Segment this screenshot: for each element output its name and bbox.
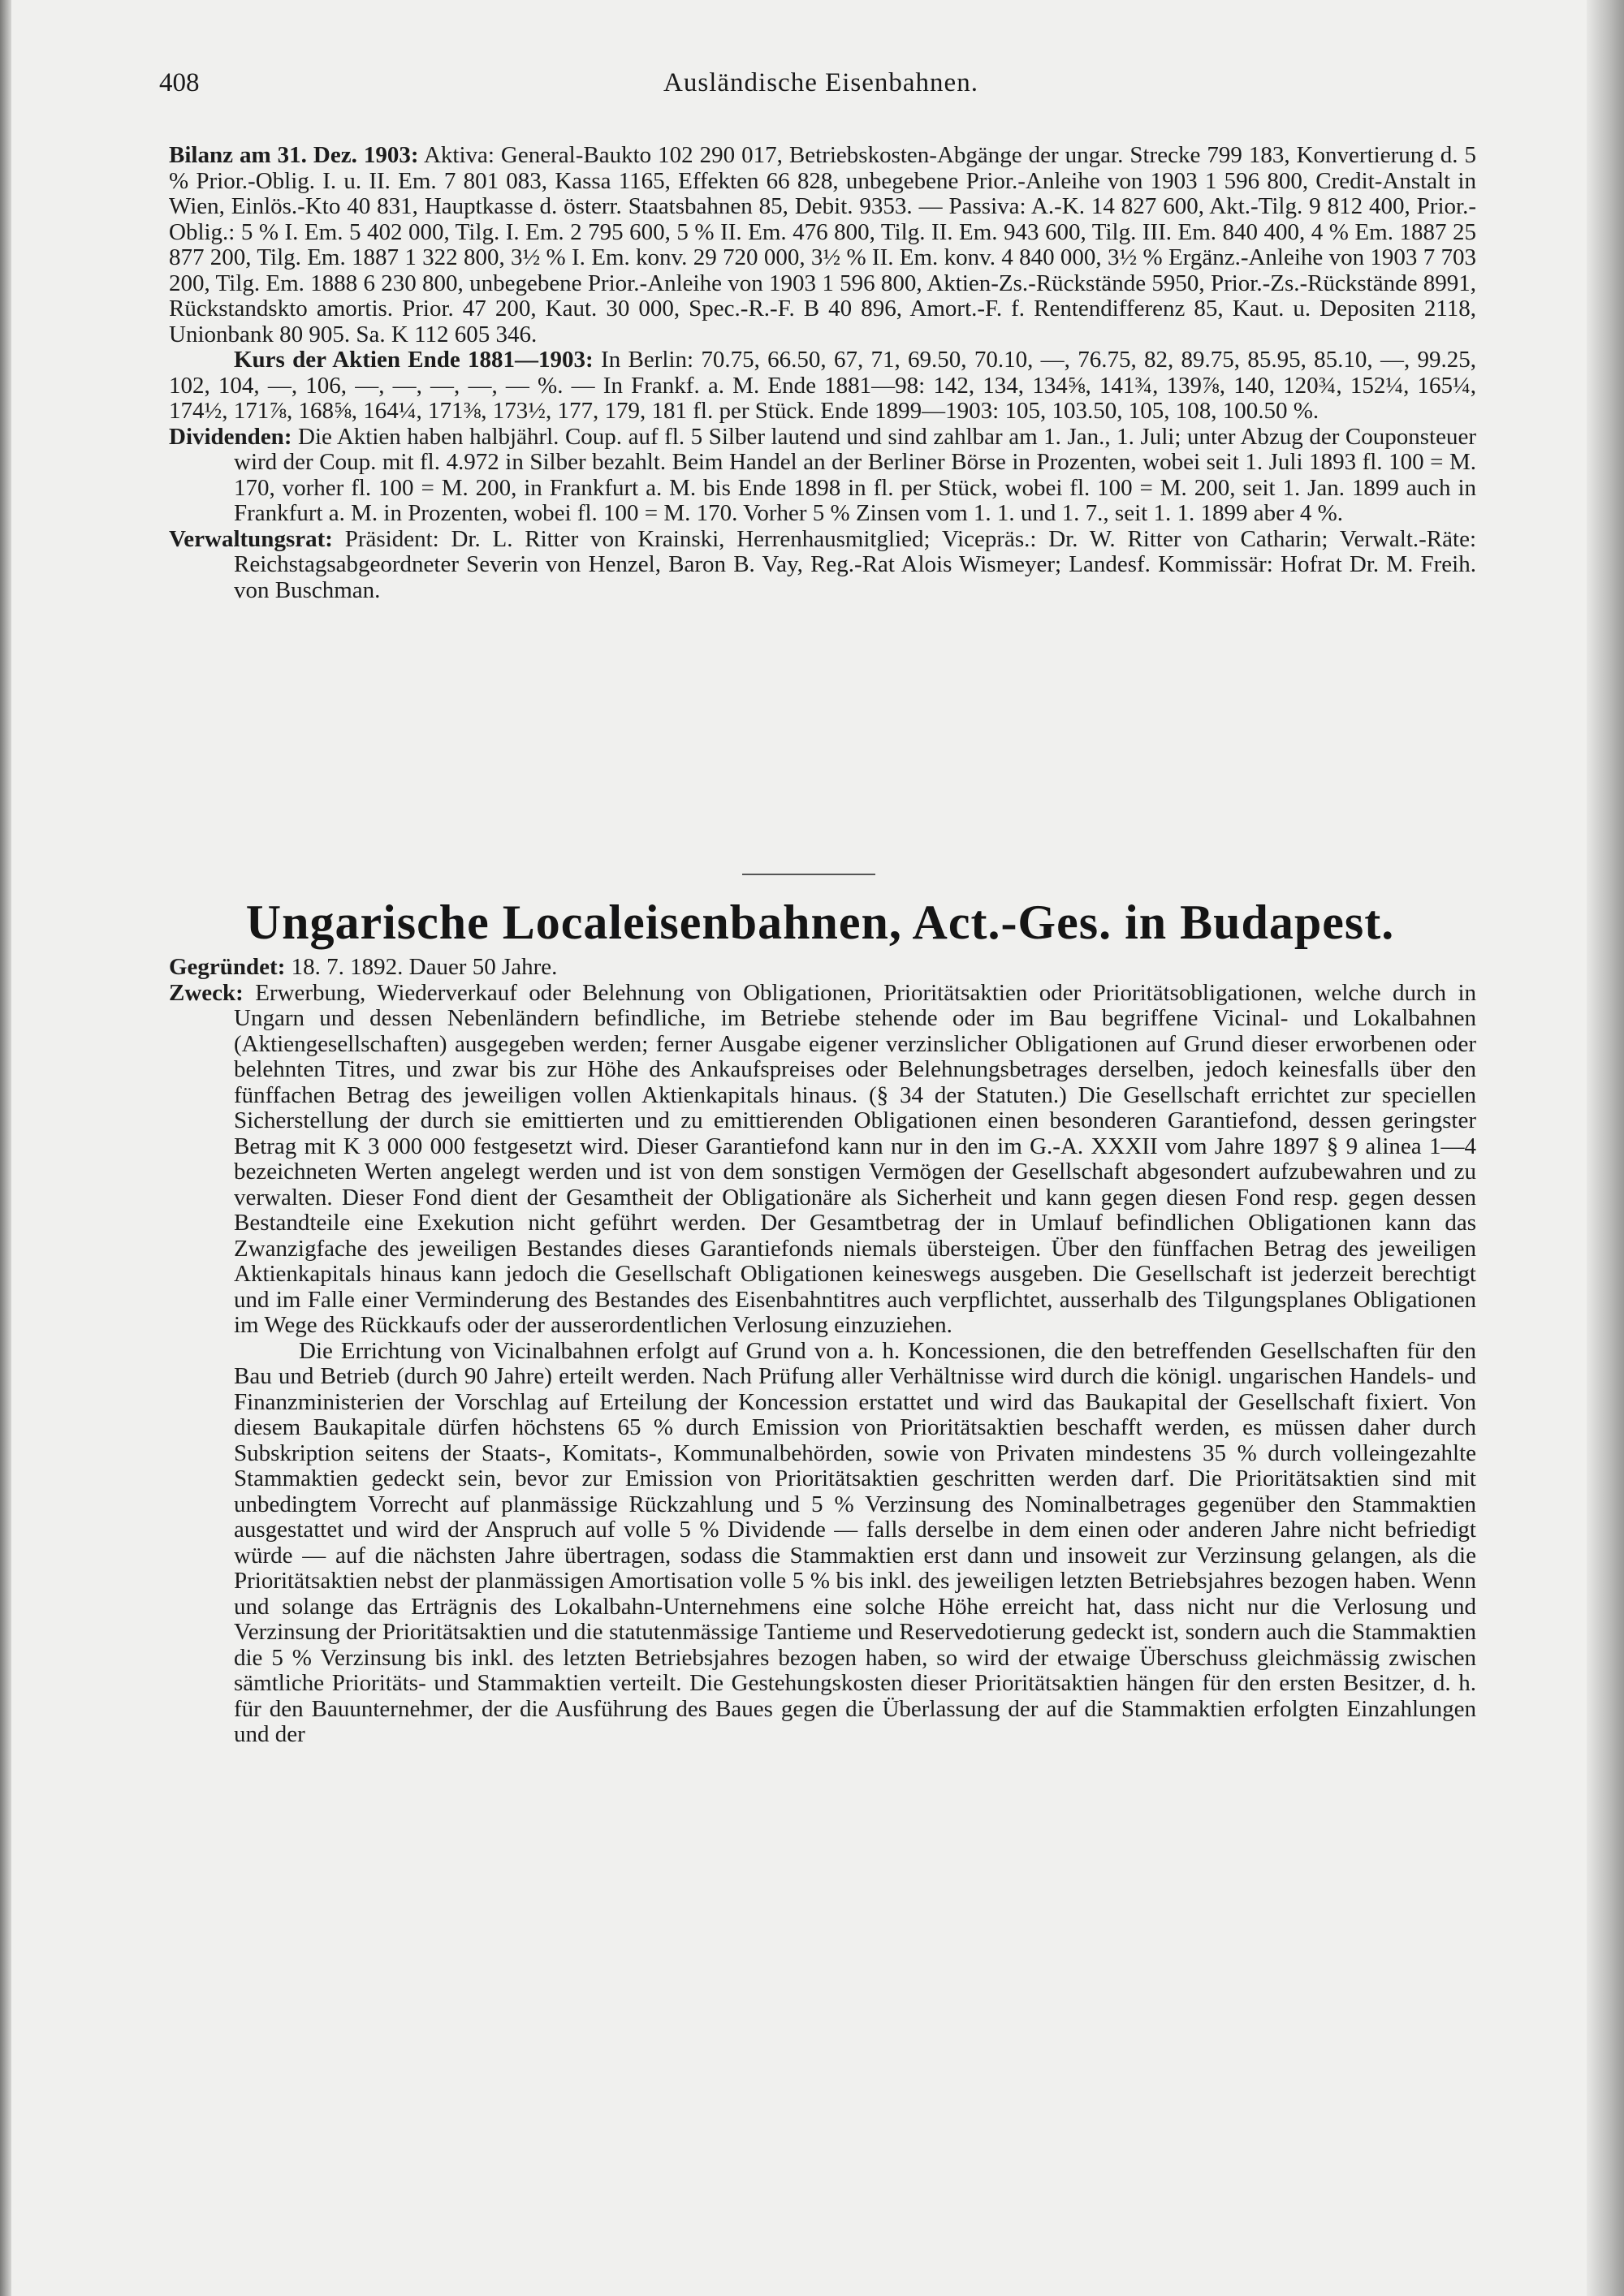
previous-company-section — [169, 143, 1476, 603]
bilanz-text: Aktiva: General-Baukto 102 290 017, Betriebskosten-Abgänge der ungar. Strecke 799 183, Konvertierung d. 5 % Prior.-Oblig. I. u. II. Em. 7 801 083, Kassa 1165, Effekten 66 828, unbegebene Prior.-Anleihe von 1903 1 596 800, Credit-Anstalt in Wien, Einlös.-Kto 40 831, Hauptkasse d. österr. Staatsbahnen 85, Debit. 9353. — Passiva: A.-K. 14 827 600, Akt.-Tilg. 9 812 400, Prior.-Oblig.: 5 % I. Em. 5 402 000, Tilg. I. Em. 2 795 600, 5 % II. Em. 476 800, Tilg. II. Em. 943 600, Tilg. III. Em. 840 400, 4 % Em. 1887 25 877 200, Tilg. Em. 1887 1 322 800, 3½ % I. Em. konv. 29 720 000, 3½ % II. Em. konv. 4 840 000, 3½ % Ergänz.-Anleihe von 1903 7 703 200, Tilg. Em. 1888 6 230 800, unbegebene Prior.-Anleihe von 1903 1 596 800, Aktien-Zs.-Rückstände 5950, Prior.-Zs.-Rückstände 8991, Rückstandskto amortis. Prior. 47 200, Kaut. 30 000, Spec.-R.-F. B 40 896, Amort.-F. f. Rentendifferenz 85, Kaut. u. Depositen 2118, Unionbank 80 905. Sa. K 112 605 346. — [169, 142, 1477, 347]
verwaltungsrat-label: Verwaltungsrat: — [169, 525, 333, 552]
bilanz-label: Bilanz am 31. Dez. 1903: — [169, 142, 419, 168]
concession-paragraph: Die Errichtung von Vicinalbahnen erfolgt auf Grund von a. h. Koncessionen, die den betreffenden Gesellschaften für den Bau und Betrieb (durch 90 Jahre) erteilt werden. Nach Prüfung aller Verhältnisse wird durch die königl. ungarischen Handels- und Finanzministerien der Vorschlag auf Erteilung der Koncession erstattet und wird das Baukapital der Gesellschaft fixiert. Von diesem Baukapitale dürfen höchstens 65 % durch Emission von Prioritätsaktien beschafft werden, es müssen daher durch Subskription seitens der Staats-, Komitats-, Kommunalbehörden, sowie von Privaten mindestens 35 % durch volleingezahlte Stammaktien gedeckt sein, bevor zur Emission von Prioritätsaktien geschritten werden darf. Die Prioritätsaktien sind mit unbedingtem Vorrecht auf planmässige Rückzahlung und 5 % Verzinsung des Nominalbetrages gegenüber den Stammaktien ausgestattet und wird der Anspruch auf volle 5 % Dividende — falls derselbe in dem einen oder anderen Jahre nicht befriedigt würde — auf die nächsten Jahre übertragen, sodass die Stammaktien erst dann und insoweit zur Verzinsung gelangen, als die Prioritätsaktien nebst der planmässigen Amortisation volle 5 % bis inkl. des jeweiligen letzten Betriebsjahres bezogen haben. Wenn und solange das Erträgnis des Lokalbahn-Unternehmens eine solche Höhe erreicht hat, dass nicht nur die Verlosung und Verzinsung der Prioritätsaktien und die statutenmässige Tantieme und Reservedotierung gedeckt ist, sondern auch die Stammaktien die 5 % Verzinsung bis inkl. des letzten Betriebsjahres bezogen haben, so wird der etwaige Überschuss gleichmässig zwischen sämtliche Prioritäts- und Stammaktien verteilt. Die Gestehungskosten dieser Prioritätsaktien hängen für den ersten Besitzer, d. h. für den Bauunternehmer, der die Ausführung des Baues gegen die Überlassung der auf die Stammaktien erfolgten Einzahlungen und der — [234, 1337, 1476, 1747]
running-title: Ausländische Eisenbahnen. — [663, 68, 978, 97]
section-divider — [742, 874, 875, 875]
dividenden-label: Dividenden: — [169, 423, 292, 450]
company-section — [169, 955, 1476, 1748]
page-header — [159, 68, 1483, 109]
verwaltungsrat-text: Präsident: Dr. L. Ritter von Krainski, Herrenhausmitglied; Vicepräs.: Dr. W. Ritter von Catharin; Verwalt.-Räte: Reichstagsabgeordneter Severin von Henzel, Baron B. Vay, Reg.-Rat Alois Wismeyer; Landesf. Kommissär: Hofrat Dr. M. Freih. von Buschman. — [234, 525, 1477, 603]
gegruendet-paragraph — [169, 955, 1476, 981]
company-title: Ungarische Localeisenbahnen, Act.-Ges. in Budapest. — [245, 896, 1395, 949]
bilanz-paragraph — [169, 143, 1476, 347]
scan-shadow-left — [0, 0, 11, 2296]
gegruendet-text: 18. 7. 1892. Dauer 50 Jahre. — [291, 954, 558, 980]
verwaltungsrat-paragraph — [169, 527, 1476, 604]
scan-shadow-right — [1587, 0, 1624, 2296]
zweck-paragraph — [169, 981, 1476, 1339]
kurs-text: In Berlin: 70.75, 66.50, 67, 71, 69.50, 70.10, —, 76.75, 82, 89.75, 85.95, 85.10, —, 99.25, 102, 104, —, 106, —, —, —, —, — %. — In Frankf. a. M. Ende 1881—98: 142, 134, 134⅝, 141¾, 139⅞, 140, 120¾, 152¼, 165¼, 174½, 171⅞, 168⅝, 164¼, 171⅜, 173½, 177, 179, 181 fl. per Stück. Ende 1899—1903: 105, 103.50, 105, 108, 100.50 %. — [169, 347, 1477, 424]
zweck-label: Zweck: — [169, 979, 244, 1006]
kurs-label: Kurs der Aktien Ende 1881—1903: — [234, 347, 594, 373]
page-number: 408 — [159, 68, 200, 97]
kurs-paragraph — [169, 347, 1476, 425]
gegruendet-label: Gegründet: — [169, 954, 286, 980]
zweck-text: Erwerbung, Wiederverkauf oder Belehnung von Obligationen, Prioritätsaktien oder Prioritätsobligationen, welche durch in Ungarn und dessen Nebenländern befindliche, im Betriebe stehende oder im Bau begriffene Vicinal- und Lokalbahnen (Aktiengesellschaften) ausgegeben werden; ferner Ausgabe eigener verzinslicher Obligationen auf Grund dieser erworbenen oder belehnten Titres, und zwar bis zur Höhe des Ankaufspreises oder Belehnungsbetrages derselben, jedoch keinesfalls über den fünffachen Betrag des jeweiligen vollen Aktienkapitals hinaus. (§ 34 der Statuten.) Die Gesellschaft errichtet zur speciellen Sicherstellung der durch sie emittierten und zu emittierenden Obligationen einen besonderen Garantiefond, dessen geringster Betrag mit K 3 000 000 festgesetzt wird. Dieser Garantiefond kann nur in den im G.-A. XXXII vom Jahre 1897 § 9 alinea 1—4 bezeichneten Werten angelegt werden und ist von dem sonstigen Vermögen der Gesellschaft abgesondert aufzubewahren und zu verwalten. Dieser Fond dient der Gesamtheit der Obligationäre als Sicherheit und kann gegen diesen Fond resp. gegen dessen Bestandteile eine Exekution nicht geführt werden. Der Gesamtbetrag der in Umlauf befindlichen Obligationen kann das Zwanzigfache des jeweiligen Bestandes dieses Garantiefonds niemals übersteigen. Über den fünffachen Betrag des jeweiligen Aktienkapitals hinaus kann jedoch die Gesellschaft Obligationen keineswegs ausgeben. Die Gesellschaft ist jederzeit berechtigt und im Falle einer Verminderung des Bestandes des Eisenbahntitres auch verpflichtet, ausserhalb des Tilgungsplanes Obligationen im Wege des Rückkaufs oder der ausserordentlichen Verlosung einzuziehen. — [234, 979, 1476, 1338]
dividenden-paragraph — [169, 425, 1476, 527]
dividenden-text: Die Aktien haben halbjährl. Coup. auf fl. 5 Silber lautend und sind zahlbar am 1. Jan., 1. Juli; unter Abzug der Couponsteuer wird der Coup. mit fl. 4.972 in Silber bezahlt. Beim Handel an der Berliner Börse in Prozenten, wobei seit 1. Juli 1893 fl. 100 = M. 170, vorher fl. 100 = M. 200, in Frankfurt a. M. bis Ende 1898 in fl. per Stück, wobei fl. 100 = M. 200, seit 1. Jan. 1899 auch in Frankfurt a. M. in Prozenten, wobei fl. 100 = M. 170. Vorher 5 % Zinsen vom 1. 1. und 1. 7., seit 1. 1. 1899 aber 4 %. — [234, 423, 1476, 526]
